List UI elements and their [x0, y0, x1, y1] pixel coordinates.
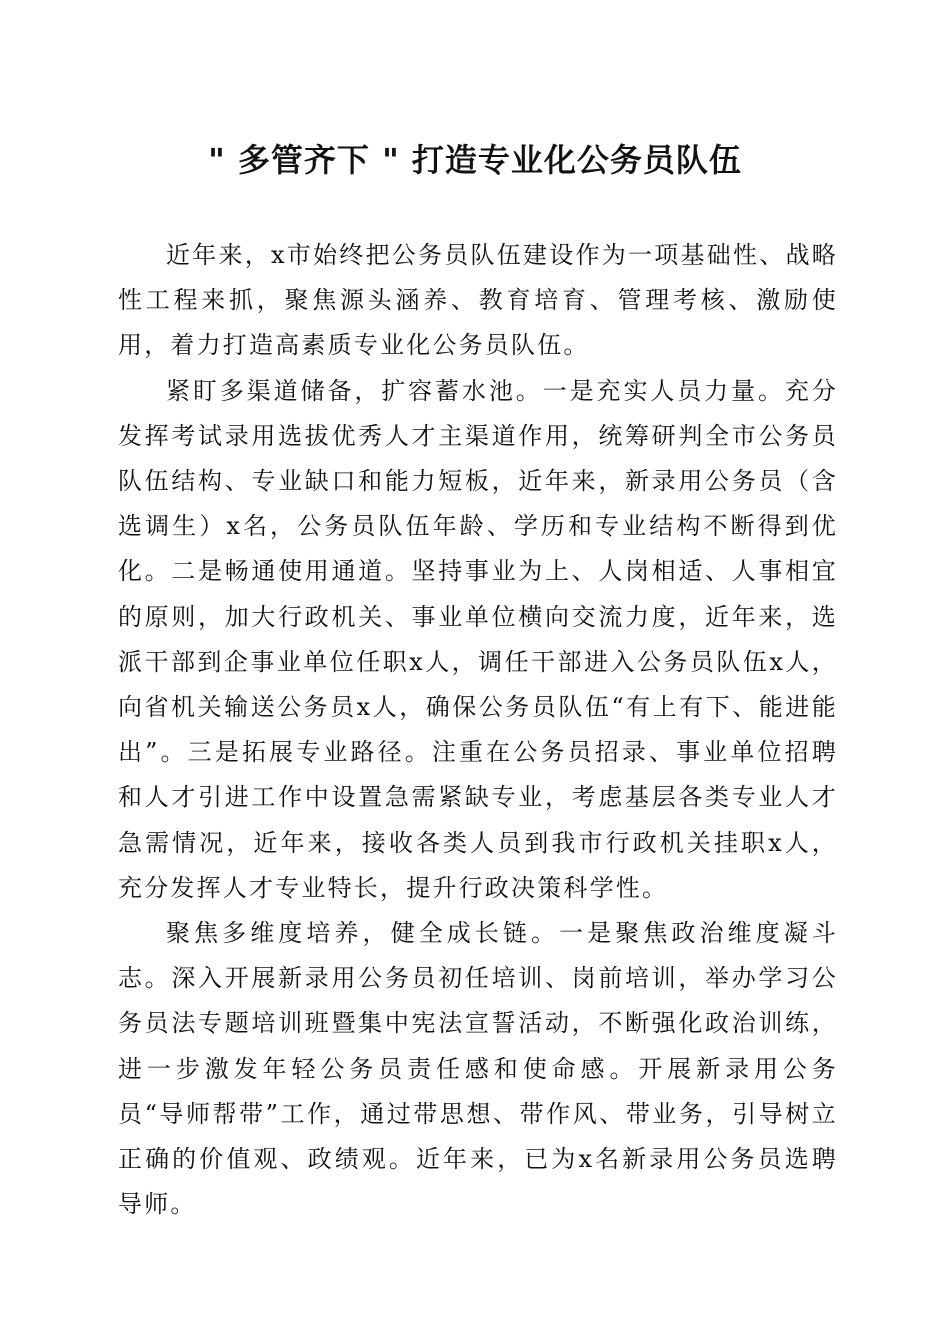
document-title: " 多管齐下 " 打造专业化公务员队伍	[208, 141, 742, 179]
paragraph-training: 聚焦多维度培养，健全成长链。一是聚焦政治维度凝斗志。深入开展新录用公务员初任培训、岗前培训，举办学习公务员法专题培训班暨集中宪法宣誓活动，不断强化政治训练，进一步激发年轻公务员责任感和使命感。开展新录用公务员“导师帮带”工作，通过带思想、带作风、带业务，引导树立正确的价值观、政绩观。近年来，已为x名新录用公务员选聘导师。	[118, 919, 838, 1219]
paragraph-intro: 近年来，x市始终把公务员队伍建设作为一项基础性、战略性工程来抓，聚焦源头涵养、教育培育、管理考核、激励使用，着力打造高素质专业化公务员队伍。	[118, 241, 838, 360]
document-body	[118, 233, 838, 1227]
paragraph-reserve: 紧盯多渠道储备，扩容蓄水池。一是充实人员力量。充分发挥考试录用选拔优秀人才主渠道作用，统筹研判全市公务员队伍结构、专业缺口和能力短板，近年来，新录用公务员（含选调生）x名，公务员队伍年龄、学历和专业结构不断得到优化。二是畅通使用通道。坚持事业为上、人岗相适、人事相宜的原则，加大行政机关、事业单位横向交流力度，近年来，选派干部到企事业单位任职x人，调任干部进入公务员队伍x人，向省机关输送公务员x人，确保公务员队伍“有上有下、能进能出”。三是拓展专业路径。注重在公务员招录、事业单位招聘和人才引进工作中设置急需紧缺专业，考虑基层各类专业人才急需情况，近年来，接收各类人员到我市行政机关挂职x人，充分发挥人才专业特长，提升行政决策科学性。	[118, 376, 838, 902]
